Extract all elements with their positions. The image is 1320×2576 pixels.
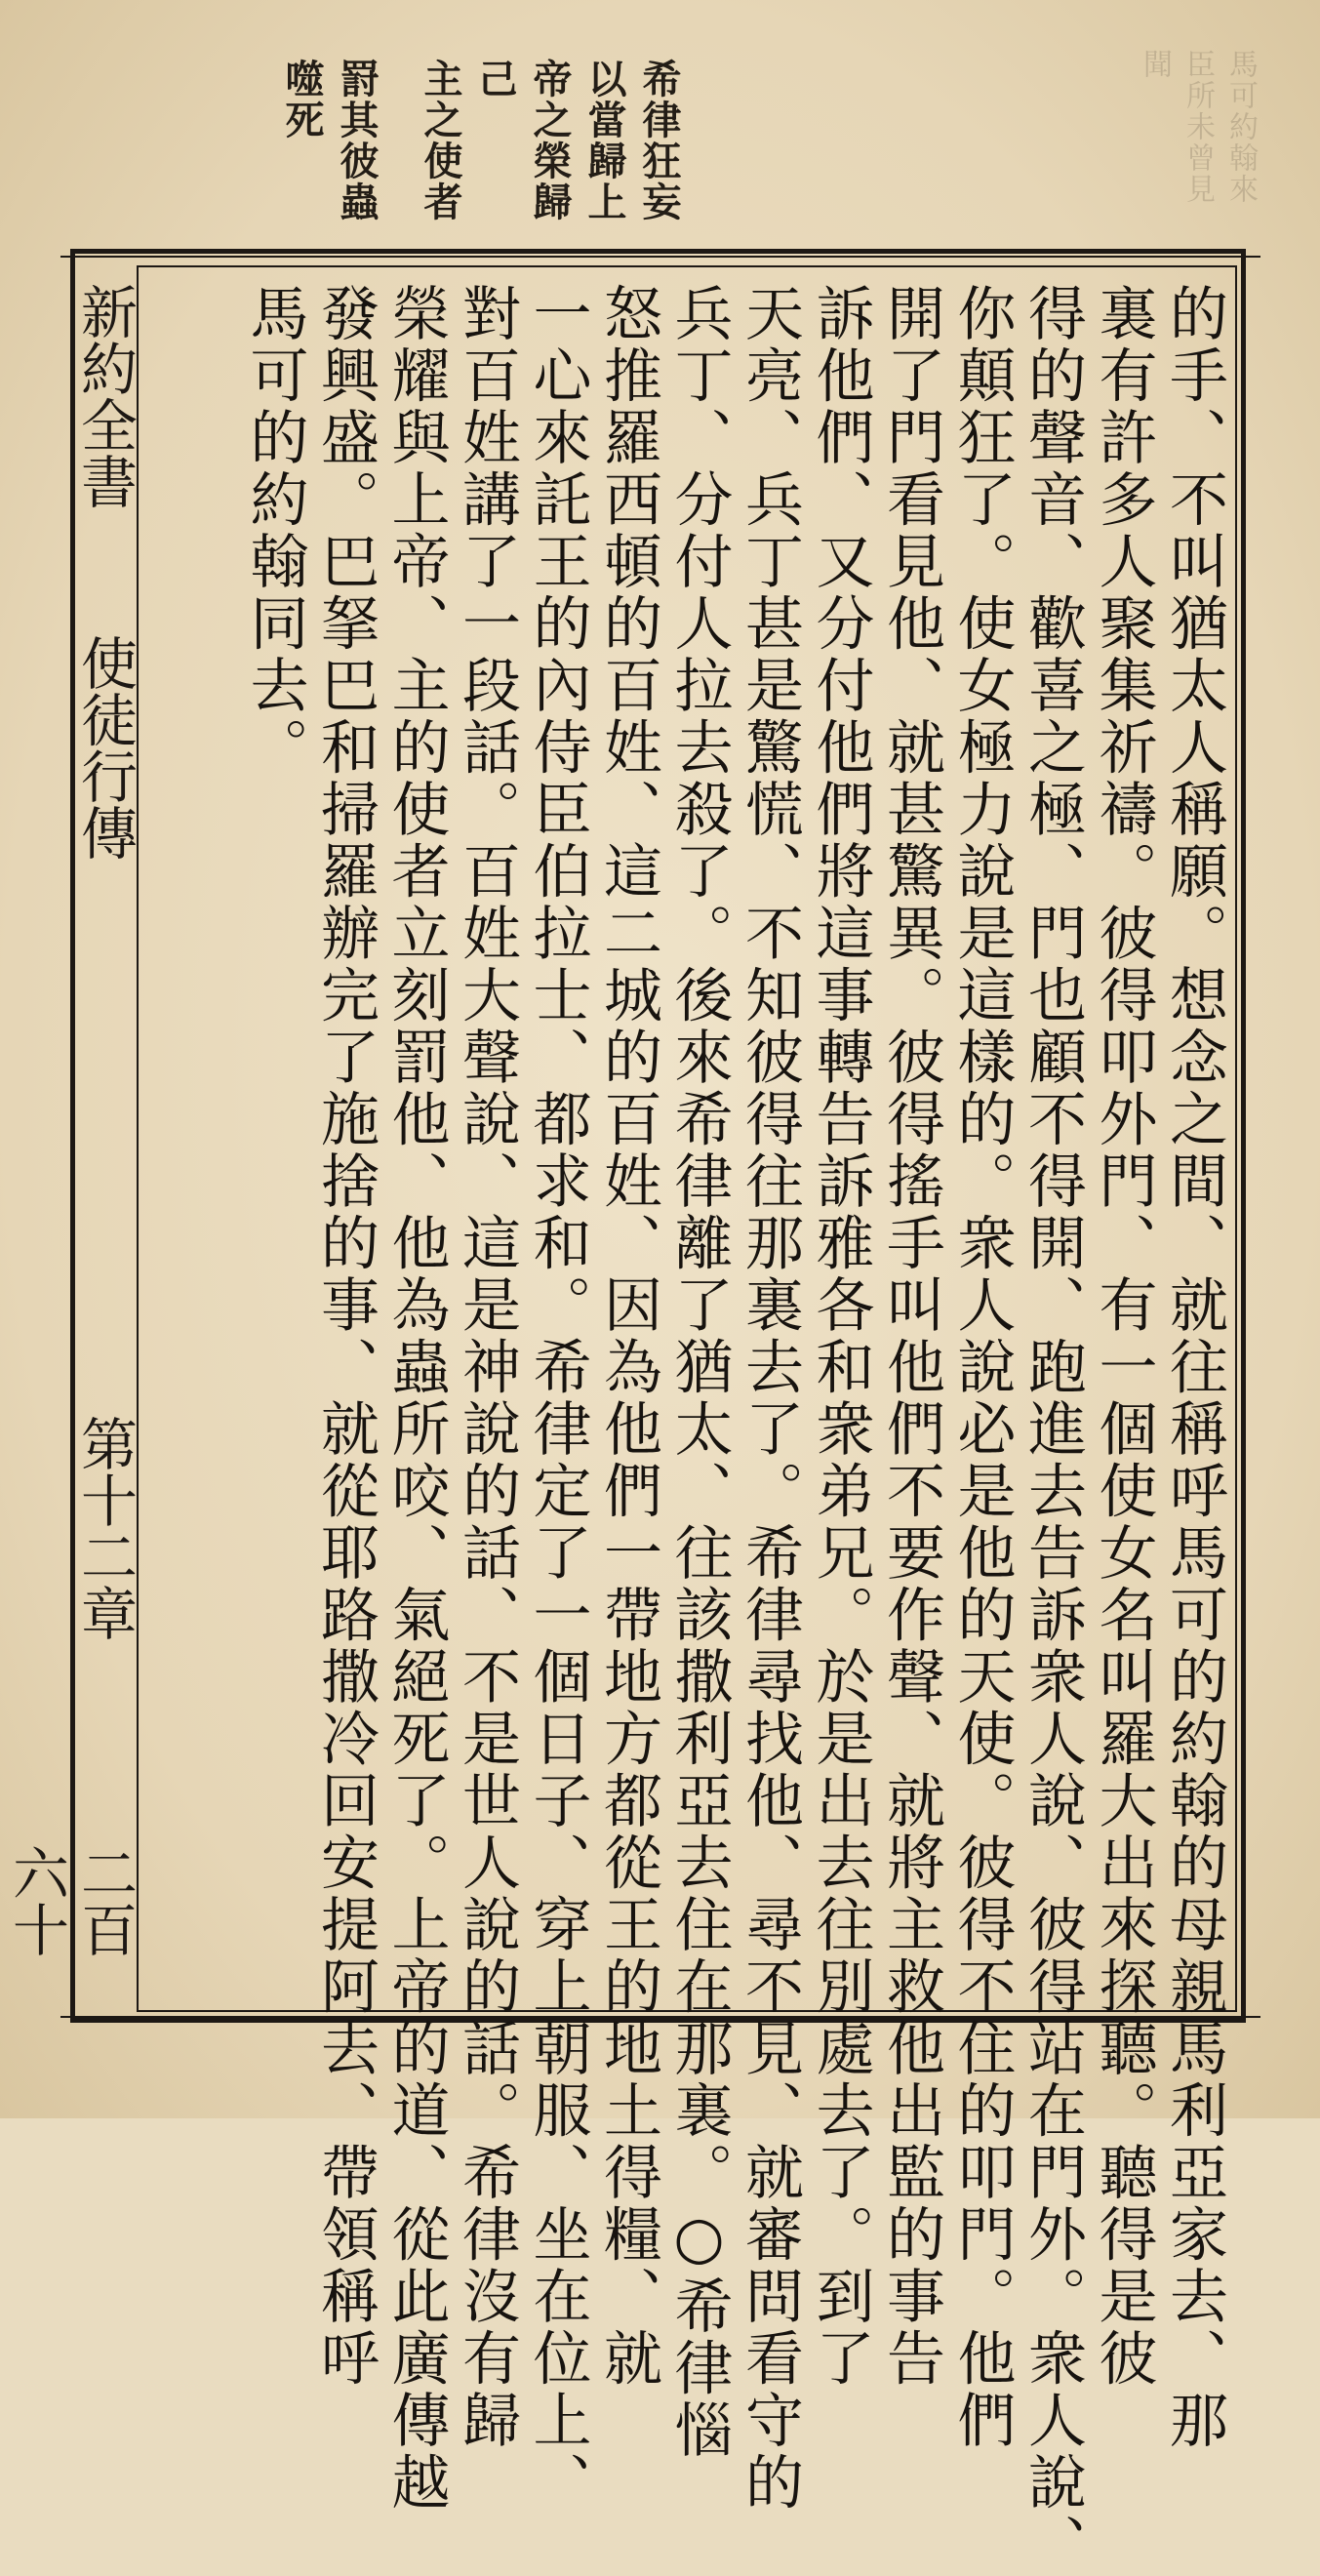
snippet-column: 己 <box>472 59 518 100</box>
page-number: 二百六十 <box>3 1844 138 1957</box>
body-text <box>146 283 1229 2576</box>
book-section: 使徒行傳 <box>71 634 138 861</box>
snippet-column: 以當歸上 <box>581 59 627 222</box>
text-line: 得的聲音、歡喜之極、門也顧不得開、跑進去告訴衆人說、彼得站在門外。衆人說、 <box>1019 283 1087 2576</box>
text-line: 裏有許多人聚集祈禱。彼得叩外門、有一個使女名叫羅大出來探聽。聽得是彼 <box>1089 283 1158 2390</box>
snippet-column: 噬死 <box>279 59 325 141</box>
snippet-column: 罸其彼蟲 <box>334 59 380 222</box>
chapter-label: 第十二章 <box>71 1415 138 1641</box>
text-line: 的手、不叫猶太人稱願。想念之間、就往稱呼馬可的約翰的母親馬利亞家去、那 <box>1160 283 1228 2452</box>
snippet-column: 主之使者 <box>418 59 463 222</box>
text-line: 兵丁、分付人拉去殺了。後來希律離了猶太、往該撒利亞去住在那裏。○希律惱 <box>664 283 734 2462</box>
text-line: 榮耀與上帝、主的使者立刻罰他、他為蟲所咬、氣絕死了。上帝的道、從此廣傳越 <box>381 283 451 2514</box>
text-line: 天亮、兵丁甚是驚慌、不知彼得往那裏去了。希律尋找他、尋不見、就審問看守的 <box>736 283 804 2514</box>
text-line: 怒推羅西頓的百姓、這二城的百姓、因為他們一帶地方都從王的地土得糧、就 <box>594 283 662 2390</box>
book-title: 新約全書 <box>71 283 138 509</box>
text-line: 馬可的約翰同去。 <box>240 283 309 779</box>
running-head <box>3 283 139 2000</box>
text-line: 開了門看見他、就甚驚異。彼得搖手叫他們不要作聲、就將主救他出監的事告 <box>877 283 945 2390</box>
text-line: 你顛狂了。使女極力說是這樣的。衆人說必是他的天使。彼得不住的叩門。他們 <box>947 283 1017 2452</box>
text-line: 發興盛。巴拏巴和掃羅辦完了施捨的事、就從耶路撒冷回安提阿去、帶領稱呼 <box>311 283 380 2390</box>
text-line: 訴他們、又分付他們將這事轉告訴雅各和衆弟兄。於是出去往別處去了。到了 <box>806 283 875 2390</box>
previous-page-snippet <box>279 59 682 244</box>
bleed-through-text: 馬可約翰來臣所未曾見聞 <box>1138 49 1258 205</box>
text-line: 一心來託王的內侍臣伯拉士、都求和。希律定了一個日子、穿上朝服、坐在位上、 <box>523 283 592 2514</box>
snippet-column: 帝之榮歸 <box>527 59 573 222</box>
snippet-column: 希律狂妄 <box>636 59 682 222</box>
text-line: 對百姓講了一段話。百姓大聲說、這是神說的話、不是世人說的話。希律沒有歸 <box>453 283 521 2452</box>
